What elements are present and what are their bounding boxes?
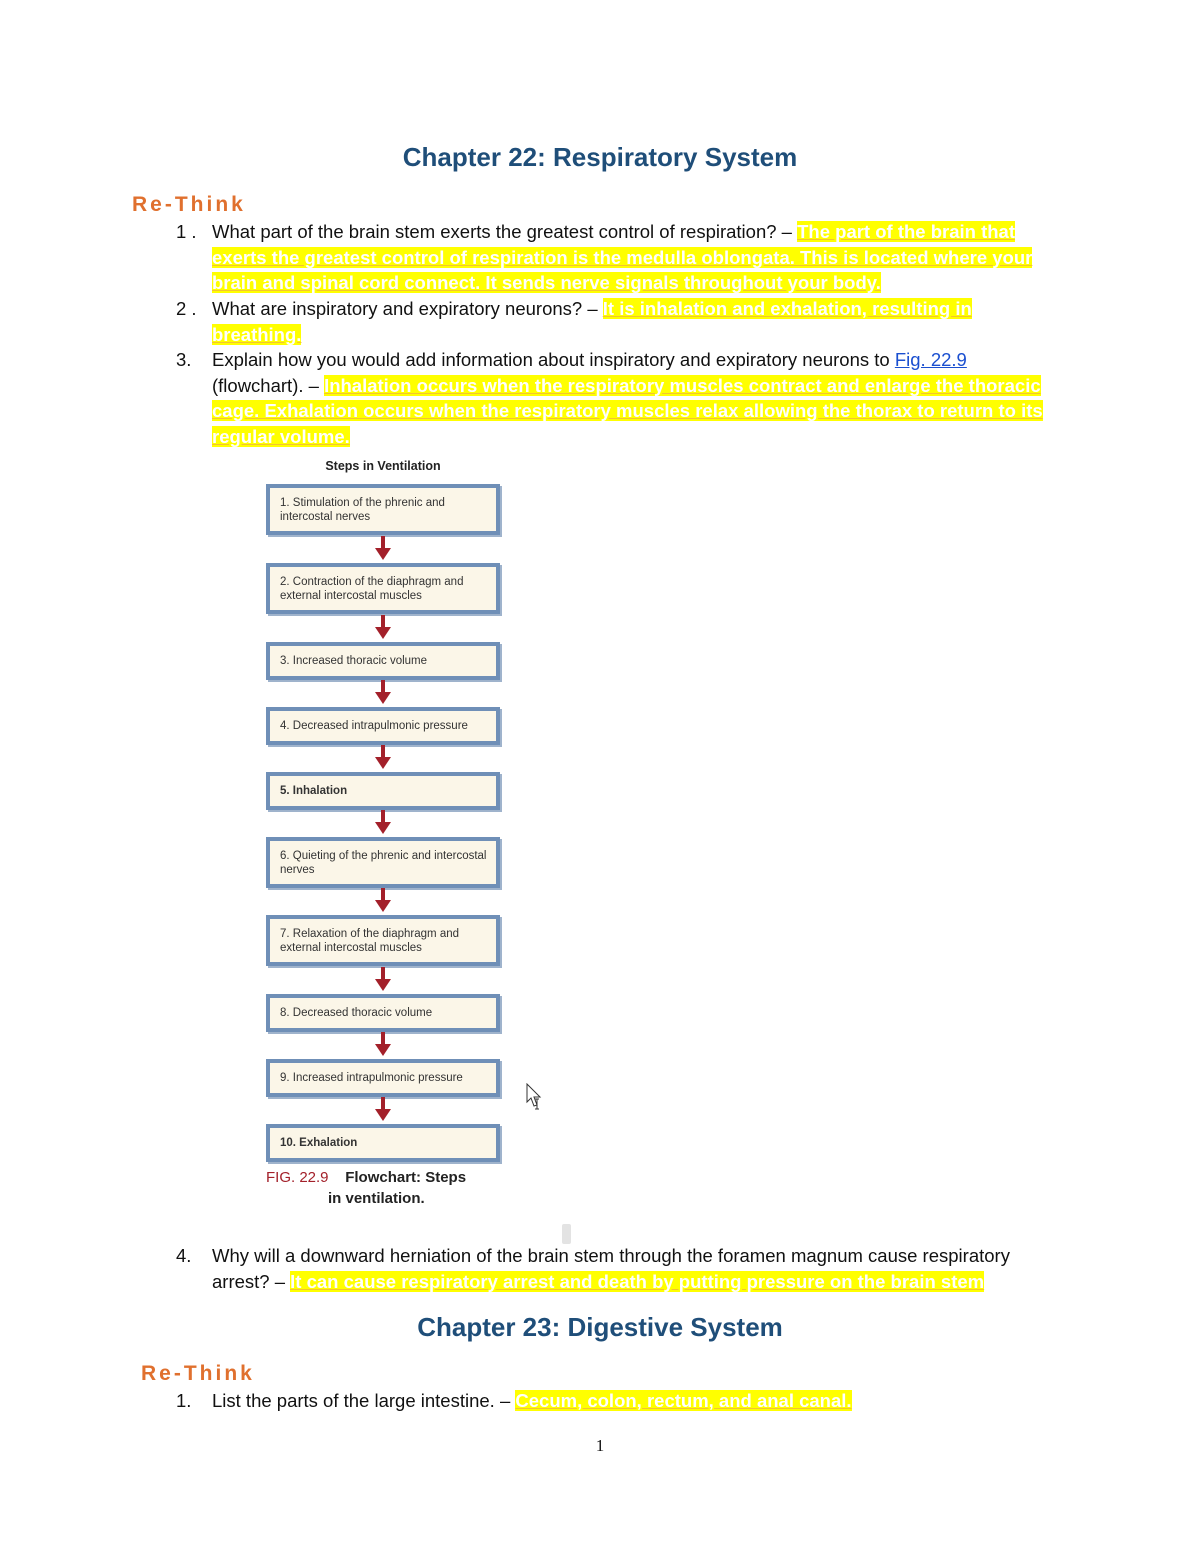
answer-highlight: It can cause respiratory arrest and death by putting pressure on the brain stem	[290, 1270, 985, 1292]
flowchart-step: 5. Inhalation	[266, 772, 500, 810]
page-number: 1	[595, 1436, 605, 1455]
question-text: What part of the brain stem exerts the greatest control of respiration? –	[212, 221, 798, 242]
rethink-heading-23: Re-Think	[141, 1362, 255, 1385]
flowchart-step: 2. Contraction of the diaphragm and external intercostal muscles	[266, 563, 500, 614]
chapter-23-title: Chapter 23: Digestive System	[417, 1312, 783, 1342]
figure-caption	[266, 1167, 506, 1209]
question-text: List the parts of the large intestine. –	[212, 1390, 516, 1411]
down-arrow-icon	[373, 1032, 393, 1058]
flowchart-step: 3. Increased thoracic volume	[266, 642, 500, 680]
question-number: 2 .	[176, 298, 197, 319]
down-arrow-icon	[373, 810, 393, 836]
flowchart-step: 8. Decreased thoracic volume	[266, 994, 500, 1032]
question-number: 1.	[176, 1390, 192, 1411]
figure-number: FIG. 22.9	[266, 1169, 329, 1186]
flowchart-title: Steps in Ventilation	[325, 459, 441, 473]
down-arrow-icon	[373, 536, 393, 562]
flowchart-step: 10. Exhalation	[266, 1124, 500, 1162]
question-text: Why will a downward herniation of the brain stem through the foramen magnum cause respiratory arrest? –	[212, 1245, 1010, 1292]
question-1-ch23	[172, 1388, 1062, 1414]
question-3	[172, 347, 1062, 449]
question-4	[172, 1243, 1062, 1294]
question-number: 1 .	[176, 221, 197, 242]
down-arrow-icon	[373, 1097, 393, 1123]
scan-artifact	[562, 1224, 571, 1244]
down-arrow-icon	[373, 680, 393, 706]
flowchart-step: 9. Increased intrapulmonic pressure	[266, 1059, 500, 1097]
answer-highlight: Inhalation occurs when the respiratory muscles contract and enlarge the thoracic cage. Exhalation occurs when the respiratory muscles relax allowing the thorax to return to its regular volume.	[212, 374, 1043, 447]
answer-highlight: The part of the brain that exerts the greatest control of respiration is the medulla oblongata. This is located where your brain and spinal cord connect. It sends nerve signals throughout your body.	[212, 221, 1033, 293]
down-arrow-icon	[373, 888, 393, 914]
question-number: 3.	[176, 349, 192, 370]
question-number: 4.	[176, 1245, 192, 1266]
flowchart-step: 7. Relaxation of the diaphragm and external intercostal muscles	[266, 915, 500, 966]
answer-highlight: Cecum, colon, rectum, and anal canal.	[515, 1390, 852, 1411]
question-text: What are inspiratory and expiratory neurons? –	[212, 298, 603, 319]
answer-highlight: It is inhalation and exhalation, resulting in breathing.	[212, 298, 972, 345]
figure-caption-line-2: in ventilation.	[328, 1190, 425, 1207]
down-arrow-icon	[373, 615, 393, 641]
down-arrow-icon	[373, 967, 393, 993]
text-cursor-pointer-icon	[526, 1083, 544, 1111]
question-1	[172, 219, 1062, 296]
question-2	[172, 296, 1062, 347]
flowchart-step: 1. Stimulation of the phrenic and intercostal nerves	[266, 484, 500, 535]
flowchart-step: 4. Decreased intrapulmonic pressure	[266, 707, 500, 745]
question-text-after: (flowchart). –	[212, 374, 325, 396]
down-arrow-icon	[373, 745, 393, 771]
figure-caption-line-1: Flowchart: Steps	[345, 1169, 467, 1186]
rethink-heading-22: Re-Think	[132, 193, 246, 216]
flowchart-step: 6. Quieting of the phrenic and intercostal nerves	[266, 837, 500, 888]
chapter-22-title: Chapter 22: Respiratory System	[402, 142, 798, 172]
question-text: Explain how you would add information about inspiratory and expiratory neurons to	[212, 349, 895, 370]
fig-22-9-link[interactable]: Fig. 22.9	[894, 349, 967, 370]
